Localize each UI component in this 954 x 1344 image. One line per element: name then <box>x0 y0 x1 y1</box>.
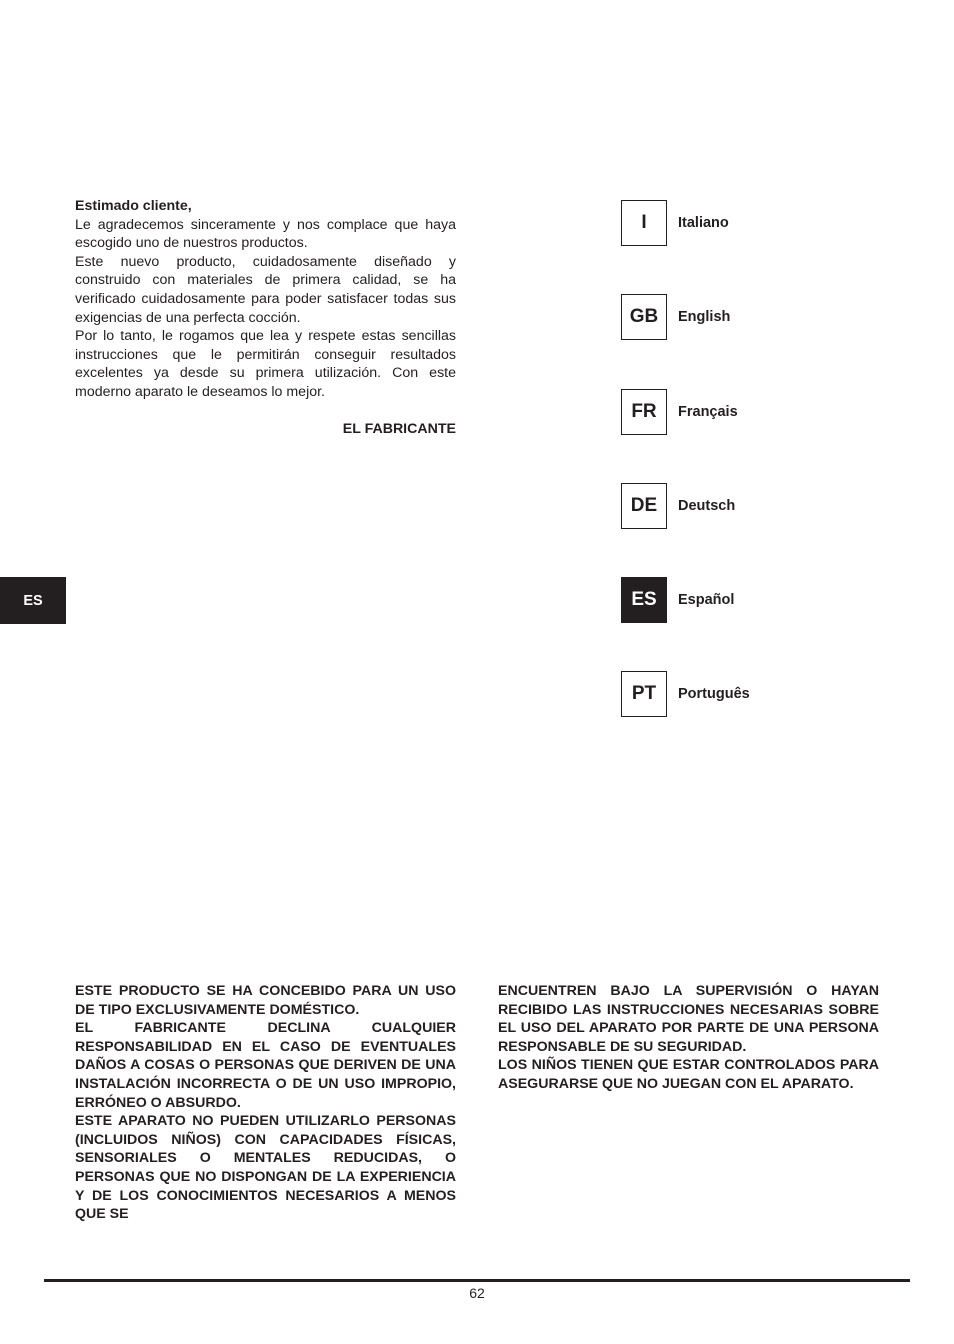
intro-paragraph: Este nuevo producto, cuidadosamente diseñado y construido con materiales de primera calidad, se ha verificado cuidadosamente para poder satisfacer todas sus exigencias de una perfecta cocción. <box>75 253 456 326</box>
footer-rule <box>44 1279 910 1282</box>
language-name: English <box>678 309 731 325</box>
language-code-badge: PT <box>621 671 667 717</box>
signature: EL FABRICANTE <box>342 421 456 438</box>
language-name: Deutsch <box>678 498 736 514</box>
intro-paragraph: Le agradecemos sinceramente y nos complace que haya escogido uno de nuestros productos. <box>75 216 456 252</box>
language-code-badge: I <box>621 200 667 246</box>
section-tab-es[interactable]: ES <box>0 577 66 624</box>
intro-paragraph: Por lo tanto, le rogamos que lea y respete estas sencillas instrucciones que le permitirán conseguir resultados excelentes ya desde su primera utilización. Con este moderno aparato le deseamos lo mejor. <box>75 328 456 400</box>
warning-column-left <box>75 982 456 1224</box>
warning-paragraph: ENCUENTREN BAJO LA SUPERVISIÓN O HAYAN RECIBIDO LAS INSTRUCCIONES NECESARIAS SOBRE EL USO DEL APARATO POR PARTE DE UNA PERSONA RESPONSABLE DE SU SEGURIDAD. <box>498 983 879 1055</box>
language-code-badge-active: ES <box>621 577 667 623</box>
language-name: Español <box>678 592 735 608</box>
language-code-badge: FR <box>621 389 667 435</box>
warning-paragraph: ESTE APARATO NO PUEDEN UTILIZARLO PERSONAS (INCLUIDOS NIÑOS) CON CAPACIDADES FÍSICAS, SENSORIALES O MENTALES REDUCIDAS, O PERSONAS QUE NO DISPONGAN DE LA EXPERIENCIA Y DE LOS CONOCIMIENTOS NECESARIOS A MENOS QUE SE <box>75 1113 456 1223</box>
warning-paragraph: ESTE PRODUCTO SE HA CONCEBIDO PARA UN USO DE TIPO EXCLUSIVAMENTE DOMÉSTICO. <box>75 983 456 1018</box>
intro-letter <box>75 197 456 439</box>
warning-paragraph: EL FABRICANTE DECLINA CUALQUIER RESPONSABILIDAD EN EL CASO DE EVENTUALES DAÑOS A COSAS O PERSONAS QUE DERIVEN DE UNA INSTALACIÓN INCORRECTA O DE UN USO IMPROPIO, ERRÓNEO O ABSURDO. <box>75 1020 456 1111</box>
greeting: Estimado cliente, <box>75 198 192 214</box>
language-code-badge: GB <box>621 294 667 340</box>
language-name: Français <box>678 404 738 420</box>
language-code-badge: DE <box>621 483 667 529</box>
warning-paragraph: LOS NIÑOS TIENEN QUE ESTAR CONTROLADOS PARA ASEGURARSE QUE NO JUEGAN CON EL APARATO. <box>498 1057 879 1092</box>
page-number: 62 <box>469 1285 485 1301</box>
language-name: Português <box>678 686 750 702</box>
language-name: Italiano <box>678 215 729 231</box>
warning-column-right <box>498 982 879 1094</box>
